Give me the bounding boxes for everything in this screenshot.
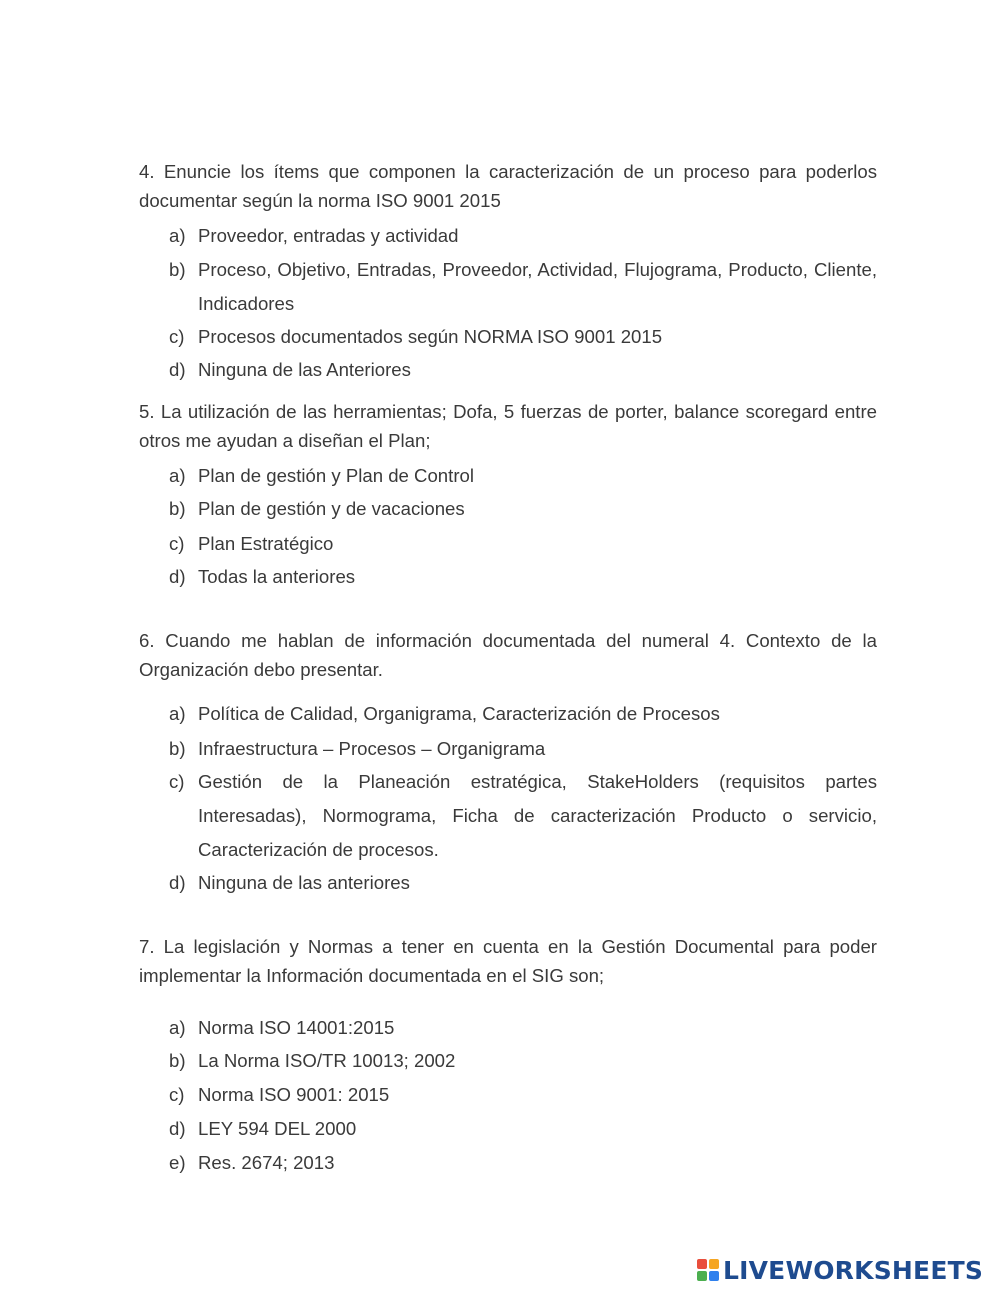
option-letter: a): [169, 1017, 186, 1038]
question-5-option-b[interactable]: [169, 492, 877, 526]
option-letter: b): [169, 738, 186, 759]
logo-square-orange: [709, 1259, 719, 1269]
question-7-option-c[interactable]: [169, 1078, 877, 1112]
option-text: Procesos documentados según NORMA ISO 9001 2015: [198, 326, 663, 347]
option-text: Proveedor, entradas y actividad: [198, 225, 459, 246]
option-letter: c): [169, 1084, 185, 1105]
logo-square-green: [697, 1271, 707, 1281]
question-7-option-e[interactable]: [169, 1146, 877, 1180]
question-6-text: 6. Cuando me hablan de información documentada del numeral 4. Contexto de la Organización debo presentar.: [139, 630, 877, 680]
option-text: Plan de gestión y de vacaciones: [198, 498, 465, 519]
logo-text: LIVEWORKSHEETS: [723, 1255, 984, 1285]
option-letter: c): [169, 533, 185, 554]
question-5-option-a[interactable]: [169, 459, 877, 493]
option-text: Plan de gestión y Plan de Control: [198, 465, 474, 486]
option-text: Proceso, Objetivo, Entradas, Proveedor, Actividad, Flujograma, Producto, Cliente, Indicadores: [198, 259, 877, 314]
option-text: La Norma ISO/TR 10013; 2002: [198, 1050, 456, 1071]
question-4-option-b[interactable]: [169, 253, 877, 321]
liveworksheets-logo[interactable]: [697, 1255, 983, 1285]
option-letter: b): [169, 259, 186, 280]
question-4-option-a[interactable]: [169, 219, 877, 253]
question-5-text: 5. La utilización de las herramientas; Dofa, 5 fuerzas de porter, balance scoregard entre otros me ayudan a diseñan el Plan;: [139, 401, 877, 451]
option-letter: c): [169, 771, 185, 792]
option-text: Res. 2674; 2013: [198, 1152, 335, 1173]
option-letter: e): [169, 1152, 186, 1173]
question-6-option-d[interactable]: [169, 866, 877, 900]
question-7-option-d[interactable]: [169, 1112, 877, 1146]
question-6-option-a[interactable]: [169, 697, 877, 731]
option-letter: c): [169, 326, 185, 347]
option-text: Norma ISO 14001:2015: [198, 1017, 395, 1038]
question-7-text: 7. La legislación y Normas a tener en cuenta en la Gestión Documental para poder implementar la Información documentada en el SIG son;: [139, 936, 877, 986]
question-6-option-c[interactable]: [169, 765, 877, 867]
option-text: LEY 594 DEL 2000: [198, 1118, 357, 1139]
liveworksheets-logo-icon: [697, 1259, 719, 1281]
option-text: Todas la anteriores: [198, 566, 356, 587]
question-4-text: 4. Enuncie los ítems que componen la caracterización de un proceso para poderlos documentar según la norma ISO 9001 2015: [139, 161, 877, 211]
option-text: Gestión de la Planeación estratégica, StakeHolders (requisitos partes Interesadas), Normograma, Ficha de caracterización Producto o servicio, Caracterización de procesos.: [198, 771, 877, 860]
option-text: Infraestructura – Procesos – Organigrama: [198, 738, 546, 759]
question-5-option-c[interactable]: [169, 527, 877, 561]
question-5-option-d[interactable]: [169, 560, 877, 594]
question-7-option-b[interactable]: [169, 1044, 877, 1078]
option-letter: b): [169, 1050, 186, 1071]
option-text: Ninguna de las anteriores: [198, 872, 410, 893]
logo-square-blue: [709, 1271, 719, 1281]
option-letter: a): [169, 703, 186, 724]
option-letter: a): [169, 225, 186, 246]
option-letter: b): [169, 498, 186, 519]
option-text: Plan Estratégico: [198, 533, 334, 554]
option-text: Norma ISO 9001: 2015: [198, 1084, 390, 1105]
question-6-option-b[interactable]: [169, 732, 877, 766]
option-letter: d): [169, 566, 186, 587]
question-4-option-c[interactable]: [169, 320, 877, 354]
question-7-option-a[interactable]: [169, 1011, 877, 1045]
option-text: Política de Calidad, Organigrama, Caracterización de Procesos: [198, 703, 720, 724]
option-text: Ninguna de las Anteriores: [198, 359, 411, 380]
option-letter: d): [169, 1118, 186, 1139]
option-letter: a): [169, 465, 186, 486]
logo-square-red: [697, 1259, 707, 1269]
question-4-option-d[interactable]: [169, 353, 877, 387]
option-letter: d): [169, 359, 186, 380]
option-letter: d): [169, 872, 186, 893]
